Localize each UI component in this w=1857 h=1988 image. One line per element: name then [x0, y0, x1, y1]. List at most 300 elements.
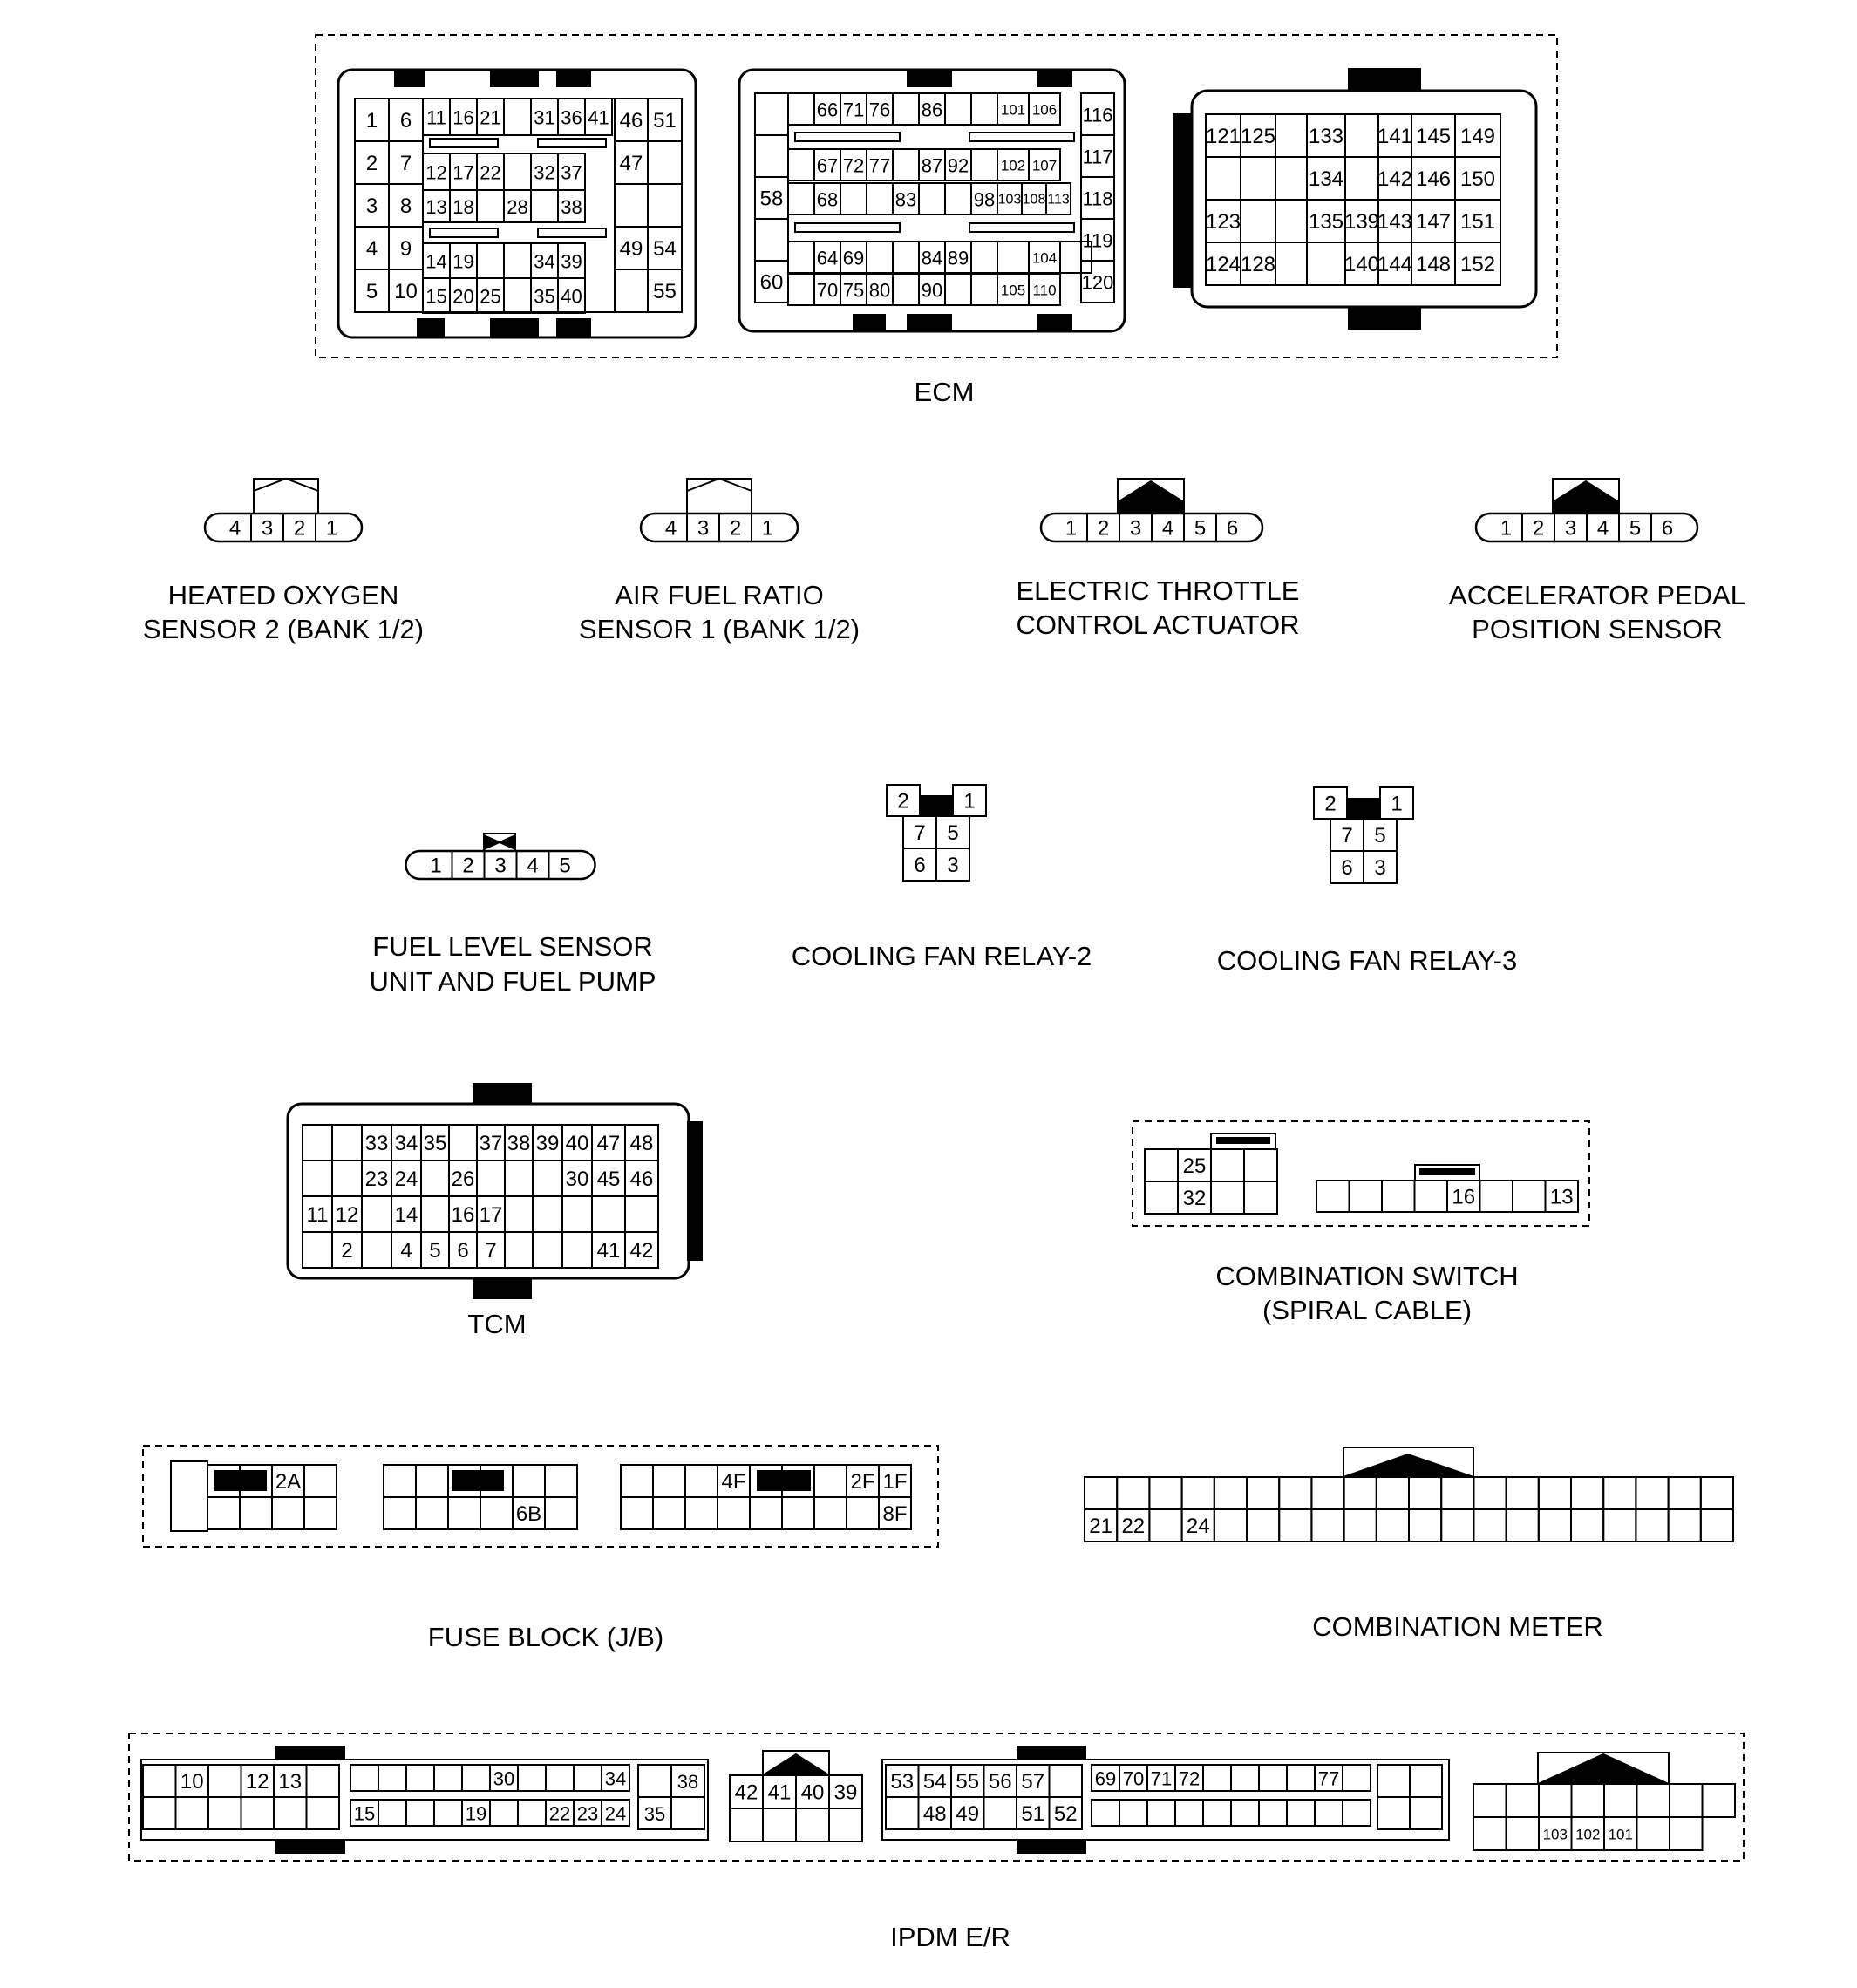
- pin-number: 41: [767, 1780, 792, 1805]
- pin-cell: [241, 1797, 275, 1829]
- pin-number: 102: [1575, 1826, 1601, 1843]
- pin-number: 21: [480, 106, 501, 129]
- pin-number: 51: [653, 109, 677, 133]
- latch-tab: [1348, 307, 1421, 330]
- pin-number: 90: [921, 279, 943, 302]
- key-fill: [500, 835, 515, 849]
- pin-cell: [945, 183, 971, 214]
- pin-cell: [1670, 1817, 1703, 1850]
- pin-number: 71: [842, 99, 865, 121]
- pin-number: 14: [425, 250, 447, 273]
- pin-cell: [1377, 1765, 1410, 1797]
- pin-cell: [406, 1765, 434, 1791]
- pin-number: 60: [759, 270, 784, 295]
- pin-number: 135: [1308, 210, 1344, 234]
- pin-number: 39: [833, 1780, 858, 1805]
- pin-cell: [671, 1797, 704, 1829]
- pin-cell: [1571, 1477, 1603, 1509]
- pin-number: 70: [1122, 1767, 1145, 1790]
- latch-tab: [490, 318, 539, 337]
- pin-number: 2: [365, 152, 378, 175]
- pin-number: 2: [341, 1239, 353, 1263]
- pin-number: 69: [842, 247, 865, 269]
- pin-cell: [1507, 1817, 1540, 1850]
- pin-cell: [1211, 1181, 1244, 1214]
- pin-number: 5: [429, 1239, 441, 1263]
- relay2-label: COOLING FAN RELAY-2: [791, 941, 1092, 971]
- pin-number: 23: [364, 1168, 389, 1191]
- pin-cell: [1203, 1765, 1231, 1791]
- pin-cell: [796, 1808, 829, 1842]
- pin-number: 6: [1661, 516, 1674, 541]
- pin-cell: [1343, 1765, 1371, 1791]
- pin-cell: [143, 1797, 176, 1829]
- pin-cell: [505, 1232, 533, 1268]
- pin-number: 54: [653, 237, 677, 261]
- pin-cell: [307, 1765, 340, 1797]
- pin-number: 86: [921, 99, 943, 121]
- pin-cell: [533, 1161, 562, 1196]
- pin-number: 53: [890, 1770, 915, 1794]
- pin-number: 38: [561, 196, 582, 218]
- pin-cell: [505, 1161, 533, 1196]
- pin-number: 12: [245, 1770, 269, 1794]
- pin-cell: [1603, 1477, 1636, 1509]
- pin-cell: [1259, 1800, 1287, 1826]
- pin-number: 2: [1097, 516, 1110, 541]
- pin-cell: [1182, 1477, 1214, 1509]
- pin-number: 22: [1121, 1515, 1146, 1538]
- pin-number: 141: [1377, 125, 1413, 148]
- pin-cell: [332, 1161, 362, 1196]
- pin-number: 10: [180, 1770, 204, 1794]
- pin-cell: [545, 1465, 577, 1497]
- pin-number: 47: [619, 152, 643, 175]
- latch-tab: [1037, 70, 1072, 87]
- pin-cell: [867, 242, 893, 273]
- pin-cell: [1206, 157, 1241, 200]
- pin-number: 9: [399, 237, 412, 261]
- latch-tab: [1017, 1840, 1086, 1854]
- pin-cell: [1149, 1477, 1181, 1509]
- latch-tab: [275, 1746, 345, 1760]
- separator-slot: [538, 228, 606, 237]
- pin-cell: [788, 274, 814, 305]
- pin-cell: [1241, 157, 1275, 200]
- fuel-label-line1: FUEL LEVEL SENSOR: [372, 931, 653, 962]
- pin-cell: [531, 190, 558, 222]
- afs-label-line2: SENSOR 1 (BANK 1/2): [578, 614, 860, 644]
- pin-number: 72: [842, 154, 865, 177]
- pin-cell: [1637, 1817, 1670, 1850]
- pin-cell: [1241, 200, 1275, 242]
- pin-number: 2: [462, 854, 474, 878]
- pin-cell: [1473, 1784, 1507, 1817]
- pin-cell: [477, 243, 504, 278]
- pin-cell: [615, 269, 648, 312]
- pin-number: 5: [1374, 824, 1386, 848]
- key-roof: [687, 479, 752, 491]
- pin-cell: [1473, 1817, 1507, 1850]
- pin-cell: [1441, 1477, 1473, 1509]
- pin-number: 123: [1205, 210, 1241, 234]
- pin-number: 33: [364, 1132, 389, 1155]
- pin-cell: [1670, 1784, 1703, 1817]
- pin-number: 22: [548, 1802, 571, 1825]
- pin-number: 58: [759, 187, 784, 211]
- pin-number: 143: [1377, 210, 1413, 234]
- pin-cell: [176, 1797, 209, 1829]
- pin-cell: [384, 1465, 416, 1497]
- key-block: [920, 795, 953, 816]
- pin-number: 40: [800, 1780, 825, 1805]
- pin-cell: [648, 141, 682, 184]
- separator-slot: [430, 228, 498, 237]
- pin-cell: [893, 274, 919, 305]
- pin-number: 38: [677, 1771, 699, 1793]
- pin-cell: [1377, 1477, 1409, 1509]
- pin-number: 3: [261, 516, 274, 541]
- pin-cell: [814, 1465, 847, 1497]
- pin-number: 6B: [515, 1502, 542, 1526]
- pin-number: 84: [921, 247, 943, 269]
- pin-number: 41: [588, 106, 609, 129]
- pin-cell: [449, 1125, 477, 1161]
- pin-cell: [592, 1196, 625, 1232]
- separator-slot: [969, 223, 1074, 232]
- pin-cell: [1315, 1800, 1343, 1826]
- pin-cell: [1214, 1509, 1247, 1542]
- pin-number: 3: [365, 194, 378, 218]
- pin-cell: [480, 1497, 513, 1529]
- pin-number: 101: [1000, 101, 1026, 119]
- pin-cell: [546, 1765, 574, 1791]
- pin-number: 42: [734, 1780, 758, 1805]
- pin-number: 4: [400, 1239, 412, 1263]
- key-block: [1216, 1137, 1270, 1144]
- key-block: [757, 1470, 811, 1491]
- pin-cell: [893, 242, 919, 273]
- pin-cell: [434, 1765, 462, 1791]
- pin-number: 117: [1082, 146, 1113, 168]
- pin-number: 77: [1317, 1767, 1340, 1790]
- pin-number: 21: [1089, 1515, 1112, 1538]
- pin-number: 4: [1596, 516, 1609, 541]
- pin-cell: [518, 1765, 546, 1791]
- pin-cell: [207, 1497, 240, 1529]
- key-fill: [1553, 481, 1619, 514]
- latch-tab: [907, 314, 952, 331]
- pin-cell: [1409, 1509, 1441, 1542]
- pin-number: 144: [1377, 253, 1413, 276]
- pin-cell: [350, 1765, 378, 1791]
- relay3-label: COOLING FAN RELAY-3: [1216, 945, 1518, 976]
- latch-tab: [394, 70, 425, 87]
- pin-cell: [1244, 1181, 1277, 1214]
- pin-number: 77: [868, 154, 891, 177]
- pin-number: 4: [365, 237, 378, 261]
- pin-number: 2: [293, 516, 306, 541]
- pin-number: 7: [485, 1239, 497, 1263]
- pin-number: 47: [596, 1132, 621, 1155]
- pin-cell: [1050, 1765, 1083, 1797]
- pin-number: 151: [1459, 210, 1496, 234]
- pin-number: 101: [1608, 1826, 1633, 1843]
- pin-cell: [971, 149, 997, 180]
- pin-cell: [504, 99, 531, 135]
- pin-cell: [945, 93, 971, 125]
- pin-cell: [1343, 1800, 1371, 1826]
- pin-cell: [421, 1196, 449, 1232]
- ho2s-label-line2: SENSOR 2 (BANK 1/2): [142, 614, 425, 644]
- pin-cell: [1669, 1477, 1701, 1509]
- pin-number: 10: [394, 280, 418, 303]
- pin-cell: [1513, 1181, 1546, 1212]
- pin-cell: [1703, 1784, 1736, 1817]
- pin-cell: [1350, 1181, 1383, 1212]
- pin-number: 102: [1000, 157, 1026, 174]
- pin-number: 4F: [721, 1470, 746, 1494]
- fuseblock-label: FUSE BLOCK (J/B): [427, 1622, 664, 1652]
- pin-cell: [304, 1465, 337, 1497]
- etc-label-line2: CONTROL ACTUATOR: [1016, 609, 1300, 640]
- pin-cell: [1231, 1800, 1259, 1826]
- pin-cell: [307, 1797, 340, 1829]
- pin-cell: [1145, 1181, 1178, 1214]
- pin-cell: [1145, 1149, 1178, 1181]
- meter-label: COMBINATION METER: [1312, 1611, 1603, 1642]
- pin-number: 8F: [882, 1502, 908, 1526]
- pin-cell: [1275, 200, 1307, 242]
- pin-number: 34: [604, 1767, 627, 1790]
- pin-number: 7: [1341, 824, 1353, 848]
- ho2s-label-line1: HEATED OXYGEN: [167, 580, 399, 610]
- pin-cell: [1316, 1181, 1350, 1212]
- pin-number: 55: [653, 280, 677, 303]
- pin-cell: [1214, 1477, 1247, 1509]
- pin-cell: [477, 1161, 505, 1196]
- latch-tab: [1037, 314, 1072, 331]
- pin-cell: [984, 1797, 1017, 1829]
- pin-number: 70: [816, 279, 839, 302]
- fuel-label-line2: UNIT AND FUEL PUMP: [369, 966, 656, 997]
- pin-number: 38: [507, 1132, 531, 1155]
- pin-number: 2: [729, 516, 742, 541]
- pin-number: 13: [425, 196, 447, 218]
- tcm-label: TCM: [467, 1309, 527, 1339]
- pin-cell: [406, 1800, 434, 1826]
- pin-cell: [1149, 1509, 1181, 1542]
- pin-cell: [829, 1808, 862, 1842]
- pin-cell: [434, 1800, 462, 1826]
- pin-cell: [208, 1765, 241, 1797]
- pin-number: 3: [947, 854, 959, 877]
- pin-cell: [1377, 1797, 1410, 1829]
- separator-slot: [795, 133, 900, 141]
- pin-number: 5: [559, 854, 571, 878]
- pin-cell: [718, 1497, 750, 1529]
- pin-cell: [750, 1497, 782, 1529]
- pin-cell: [788, 149, 814, 180]
- pin-cell: [1636, 1509, 1668, 1542]
- pin-number: 39: [535, 1132, 560, 1155]
- pin-number: 3: [1374, 856, 1386, 880]
- pin-number: 113: [1047, 192, 1070, 208]
- pin-number: 5: [365, 280, 378, 303]
- pin-cell: [1409, 1477, 1441, 1509]
- pin-cell: [513, 1465, 545, 1497]
- pin-number: 48: [629, 1132, 654, 1155]
- pin-number: 4: [228, 516, 241, 541]
- pin-cell: [1507, 1477, 1539, 1509]
- pin-cell: [1203, 1800, 1231, 1826]
- pin-cell: [685, 1497, 718, 1529]
- pin-number: 39: [561, 250, 582, 273]
- pin-cell: [1307, 242, 1345, 285]
- pin-number: 1: [365, 109, 378, 133]
- pin-number: 24: [1186, 1515, 1210, 1538]
- apps-label-line2: POSITION SENSOR: [1472, 614, 1723, 644]
- pin-number: 5: [947, 821, 959, 845]
- pin-cell: [421, 1161, 449, 1196]
- pin-cell: [1247, 1477, 1279, 1509]
- pin-number: 23: [576, 1802, 599, 1825]
- pin-number: 28: [507, 196, 528, 218]
- pin-cell: [562, 1196, 592, 1232]
- pin-number: 3: [494, 854, 507, 878]
- pin-number: 116: [1082, 104, 1113, 126]
- pin-number: 16: [452, 106, 474, 129]
- pin-number: 140: [1343, 253, 1380, 276]
- pin-number: 5: [1629, 516, 1642, 541]
- pin-number: 139: [1343, 210, 1380, 234]
- pin-number: 54: [922, 1770, 947, 1794]
- pin-number: 2: [897, 789, 909, 814]
- pin-cell: [1572, 1784, 1605, 1817]
- pin-cell: [208, 1797, 241, 1829]
- pin-cell: [1344, 1509, 1377, 1542]
- pin-cell: [621, 1497, 653, 1529]
- latch-tab: [417, 318, 445, 337]
- combsw-label-line2: (SPIRAL CABLE): [1262, 1295, 1473, 1325]
- key-fill: [1118, 481, 1184, 514]
- pin-cell: [1147, 1800, 1175, 1826]
- pin-number: 108: [1022, 192, 1046, 208]
- pin-number: 3: [697, 516, 710, 541]
- pin-number: 103: [997, 192, 1022, 208]
- pin-cell: [615, 184, 648, 227]
- pin-cell: [1119, 1800, 1147, 1826]
- pin-number: 2: [1324, 792, 1337, 816]
- pin-number: 14: [394, 1203, 418, 1227]
- pin-cell: [782, 1497, 814, 1529]
- pin-number: 69: [1094, 1767, 1117, 1790]
- pin-cell: [378, 1765, 406, 1791]
- key-block: [214, 1470, 267, 1491]
- pin-cell: [1275, 242, 1307, 285]
- pin-number: 98: [973, 188, 996, 211]
- pin-cell: [886, 1797, 919, 1829]
- pin-number: 15: [425, 285, 447, 308]
- pin-cell: [505, 1196, 533, 1232]
- pin-number: 67: [816, 154, 839, 177]
- pin-cell: [1092, 1800, 1119, 1826]
- pin-number: 56: [988, 1770, 1012, 1794]
- pin-number: 3: [1129, 516, 1142, 541]
- pin-cell: [1539, 1509, 1571, 1542]
- pin-number: 66: [816, 99, 839, 121]
- pin-number: 11: [426, 106, 446, 129]
- pin-cell: [272, 1497, 304, 1529]
- pin-cell: [1345, 114, 1378, 157]
- pin-number: 72: [1178, 1767, 1201, 1790]
- fuse-a-housing: [171, 1461, 207, 1531]
- pin-cell: [1604, 1784, 1637, 1817]
- pin-number: 36: [561, 106, 582, 129]
- pin-cell: [867, 183, 893, 214]
- ipdm-label: IPDM E/R: [890, 1922, 1010, 1952]
- key-housing: [254, 479, 318, 514]
- pin-number: 19: [452, 250, 474, 273]
- pin-cell: [384, 1497, 416, 1529]
- pin-number: 2F: [850, 1470, 875, 1494]
- pin-cell: [1669, 1509, 1701, 1542]
- pin-cell: [1244, 1149, 1277, 1181]
- pin-number: 120: [1081, 271, 1114, 294]
- latch-tab: [1348, 68, 1421, 91]
- pin-number: 34: [394, 1132, 418, 1155]
- latch-tab: [1017, 1746, 1086, 1760]
- pin-number: 16: [451, 1203, 475, 1227]
- pin-cell: [1247, 1509, 1279, 1542]
- pin-number: 45: [596, 1168, 621, 1191]
- pin-number: 35: [534, 285, 555, 308]
- pin-number: 34: [534, 250, 555, 273]
- pin-cell: [533, 1232, 562, 1268]
- pin-cell: [1085, 1477, 1117, 1509]
- pin-cell: [621, 1465, 653, 1497]
- pin-cell: [574, 1765, 602, 1791]
- pin-number: 31: [534, 106, 555, 129]
- pin-number: 35: [423, 1132, 447, 1155]
- pin-number: 64: [816, 247, 839, 269]
- latch-tab: [275, 1840, 345, 1854]
- pin-cell: [332, 1125, 362, 1161]
- pin-cell: [653, 1465, 685, 1497]
- pin-cell: [1211, 1149, 1244, 1181]
- pin-cell: [545, 1497, 577, 1529]
- pin-cell: [562, 1232, 592, 1268]
- pin-number: 8: [399, 194, 412, 218]
- key-fill: [1538, 1754, 1669, 1784]
- latch-tab: [473, 1083, 532, 1104]
- pin-number: 1: [1391, 792, 1403, 816]
- pin-number: 110: [1032, 282, 1057, 299]
- pin-cell: [1410, 1797, 1442, 1829]
- separator-slot: [430, 139, 498, 147]
- etc-label-line1: ELECTRIC THROTTLE: [1016, 575, 1300, 606]
- pin-number: 42: [629, 1239, 654, 1263]
- separator-slot: [538, 139, 606, 147]
- pin-number: 18: [452, 196, 474, 218]
- pin-number: 30: [493, 1767, 515, 1790]
- pin-number: 146: [1415, 167, 1452, 191]
- key-block: [1347, 798, 1380, 819]
- pin-number: 71: [1150, 1767, 1173, 1790]
- pin-number: 118: [1082, 187, 1113, 210]
- pin-cell: [847, 1497, 879, 1529]
- pin-cell: [304, 1497, 337, 1529]
